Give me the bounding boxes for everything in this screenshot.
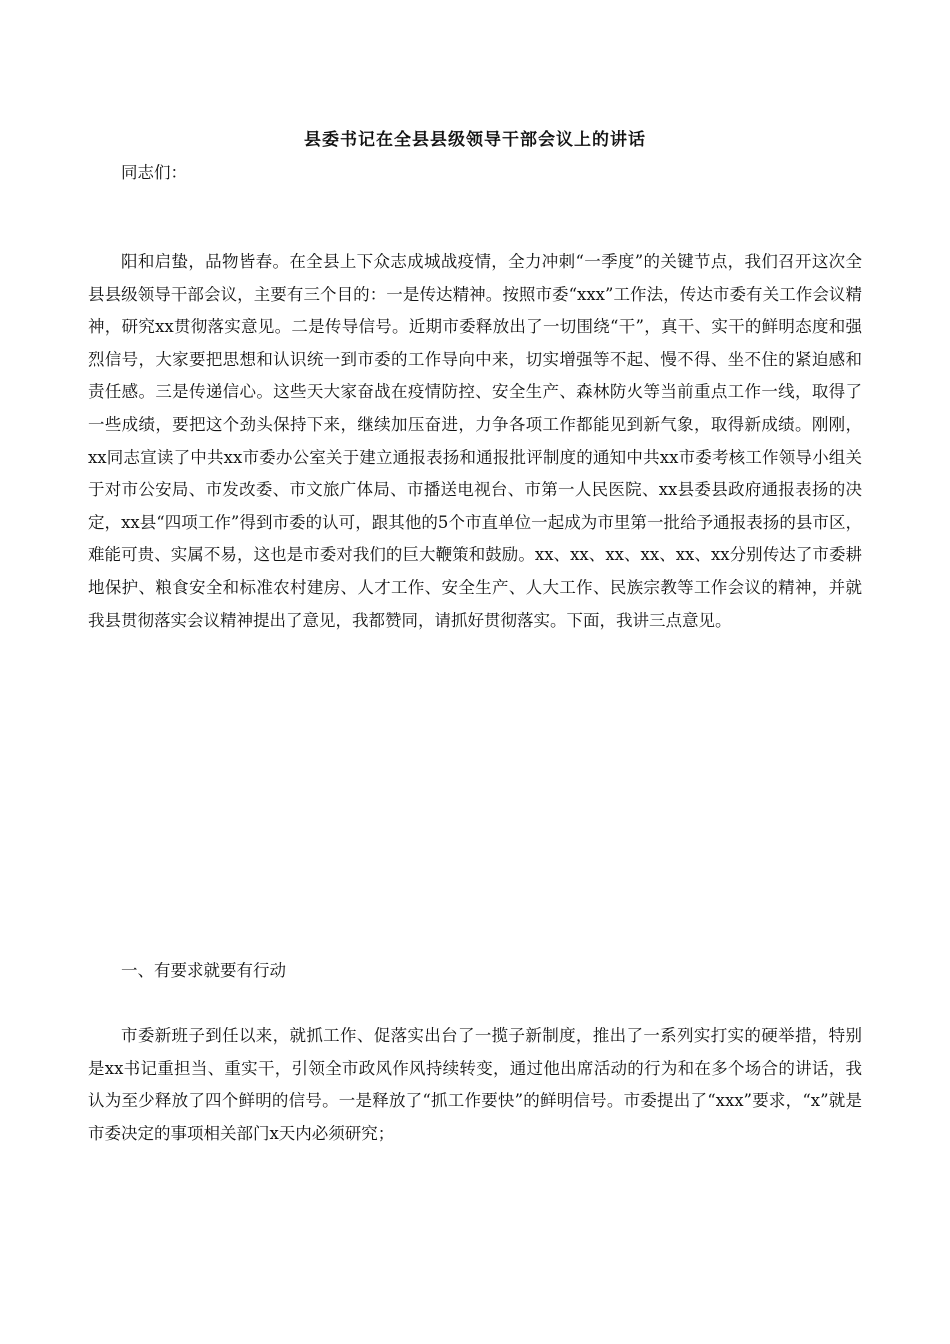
section-heading: 一、有要求就要有行动 (121, 961, 286, 980)
body-paragraph: 市委新班子到任以来，就抓工作、促落实出台了一揽子新制度，推出了一系列实打实的硬举措，特别是xx书记重担当、重实干，引领全市政风作风持续转变，通过他出席活动的行为和在多个场合的讲话，我认为至少释放了四个鲜明的信号。一是释放了“抓工作要快”的鲜明信号。市委提出了“xxx”要求，“x”就是市委决定的事项相关部门x天内必须研究； (88, 1026, 862, 1143)
body-paragraph: 阳和启蛰，品物皆春。在全县上下众志成城战疫情，全力冲刺“一季度”的关键节点，我们召开这次全县县级领导干部会议，主要有三个目的：一是传达精神。按照市委“xxx”工作法，传达市委有关工作会议精神，研究xx贯彻落实意见。二是传导信号。近期市委释放出了一切围绕“干”，真干、实干的鲜明态度和强烈信号，大家要把思想和认识统一到市委的工作导向中来，切实增强等不起、慢不得、坐不住的紧迫感和责任感。三是传递信心。这些天大家奋战在疫情防控、安全生产、森林防火等当前重点工作一线，取得了一些成绩，要把这个劲头保持下来，继续加压奋进，力争各项工作都能见到新气象，取得新成绩。刚刚，xx同志宣读了中共xx市委办公室关于建立通报表扬和通报批评制度的通知中共xx市委考核工作领导小组关于对市公安局、市发改委、市文旅广体局、市播送电视台、市第一人民医院、xx县委县政府通报表扬的决定，xx县“四项工作”得到市委的认可，跟其他的5个市直单位一起成为市里第一批给予通报表扬的县市区，难能可贵、实属不易，这也是市委对我们的巨大鞭策和鼓励。xx、xx、xx、xx、xx、xx分别传达了市委耕地保护、粮食安全和标准农村建房、人才工作、安全生产、人大工作、民族宗教等工作会议的精神，并就我县贯彻落实会议精神提出了意见，我都赞同，请抓好贯彻落实。下面，我讲三点意见。 (88, 252, 862, 630)
salutation: 同志们： (121, 163, 187, 182)
document-title: 县委书记在全县县级领导干部会议上的讲话 (304, 130, 646, 150)
document-page (88, 0, 862, 1344)
